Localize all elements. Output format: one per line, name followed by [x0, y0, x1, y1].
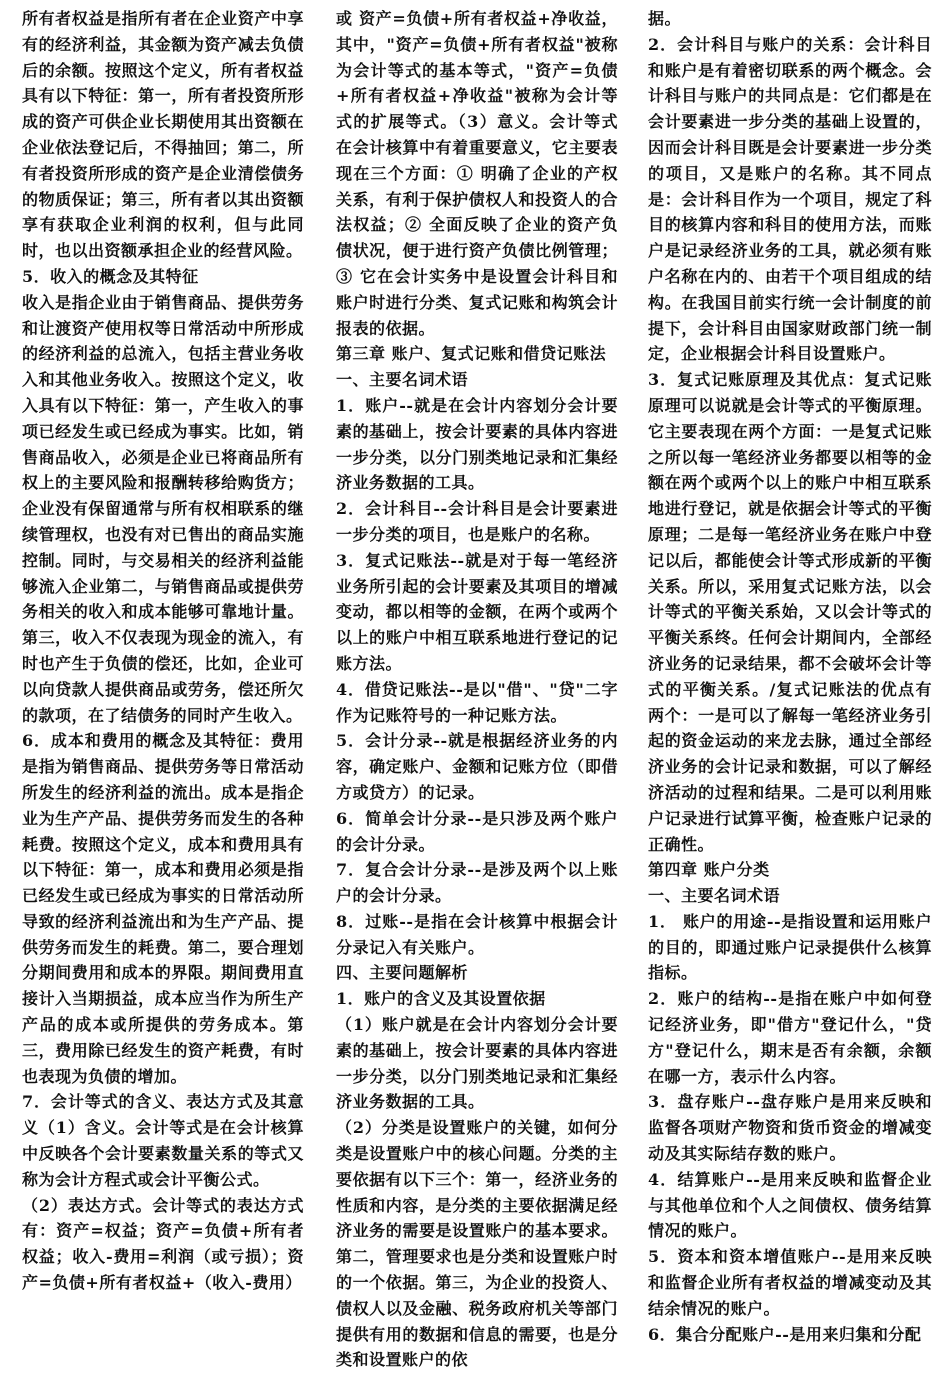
- paragraph: （1）账户就是在会计内容划分会计要素的基础上，按会计要素的具体内容进一步分类，以分门别类地记录和汇集经济业务数据的工具。: [336, 1015, 618, 1112]
- paragraph: 7．复合会计分录--是涉及两个以上账户的会计分录。: [336, 860, 618, 906]
- paragraph: 4．借贷记账法--是以"借"、"贷"二字作为记账符号的一种记账方法。: [336, 679, 618, 725]
- paragraph: 1．账户--就是在会计内容划分会计要素的基础上，按会计要素的具体内容进一步分类，以分门别类地记录和汇集经济业务数据的工具。: [336, 395, 618, 493]
- paragraph: （2）分类是设置账户的关键，如何分类是设置账户中的核心问题。分类的主要依据有以下三个：第一，经济业务的性质和内容，是分类的主要依据满足经济业务的需要是设置账户的基本要求。第二，管理要求也是分类和设置账户时的一个依据。第三，为企业的投资人、债权人以及金融、税务政府机关等部门提供有用的数据和信息的需要，也是分类和设置账户的依: [336, 1118, 618, 1370]
- paragraph: 5．会计分录--就是根据经济业务的内容，确定账户、金额和记账方位（即借方或贷方）的记录。: [336, 731, 618, 802]
- paragraph: 3．复式记账原理及其优点：复式记账原理可以说就是会计等式的平衡原理。它主要表现在两个方面：一是复式记账之所以每一笔经济业务都要以相等的金额在两个或两个以上的账户中相互联系地进行登记，就是依据会计等式的平衡原理；二是每一笔经济业务在账户中登记以后，都能使会计等式形成新的平衡关系。所以，采用复式记账方法，以会计等式的平衡关系始，又以会计等式的平衡关系终。任何会计期间内，全部经济业务的记录结果，都不会破坏会计等式的平衡关系。/复式记账法的优点有两个：一是可以了解每一笔经济业务引起的资金运动的来龙去脉，通过全部经济业务的会计记录和数据，可以了解经济活动的过程和结果。二是可以利用账户记录进行试算平衡，检查账户记录的正确性。: [648, 370, 932, 854]
- section-heading: 四、主要问题解析: [336, 963, 469, 983]
- section-heading: 5．收入的概念及其特征: [22, 266, 199, 286]
- paragraph: 2．会计科目与账户的关系：会计科目和账户是有着密切联系的两个概念。会计科目与账户的共同点是：它们都是在会计要素进一步分类的基础上设置的，因而会计科目既是会计要素进一步分类的项目，又是账户的名称。其不同点是：会计科目作为一个项目，规定了科目的核算内容和科目的使用方法，而账户是记录经济业务的工具，就必须有账户名称在内的、由若干个项目组成的结构。在我国目前实行统一会计制度的前提下，会计科目由国家财政部门统一制定，企业根据会计科目设置账户。: [648, 34, 932, 364]
- paragraph: 2．账户的结构--是指在账户中如何登记经济业务，即"借方"登记什么，"贷方"登记什么，期末是否有余额，余额在哪一方，表示什么内容。: [648, 989, 932, 1086]
- paragraph: 收入是指企业由于销售商品、提供劳务和让渡资产使用权等日常活动中所形成的经济利益的总流入，包括主营业务收入和其他业务收入。按照这个定义，收入具有以下特征：第一，产生收入的事项已经发生或已经成为事实。比如，销售商品收入，必须是企业已将商品所有权上的主要风险和报酬转移给购货方；企业没有保留通常与所有权相联系的继续管理权，也没有对已售出的商品实施控制。同时，与交易相关的经济利益能够流入企业第二，与销售商品或提供劳务相关的收入和成本能够可靠地计量。第三，收入不仅表现为现金的流入，有时也产生于负债的偿还，比如，企业可以向贷款人提供商品或劳务，偿还所欠的款项，在了结债务的同时产生收入。: [22, 292, 304, 725]
- text-column-middle: [336, 6, 618, 1373]
- paragraph: 7．会计等式的含义、表达方式及其意义（1）含义。会计等式是在会计核算中反映各个会计要素数量关系的等式又称为会计方程式或会计平衡公式。: [22, 1092, 304, 1189]
- paragraph: 8．过账--是指在会计核算中根据会计分录记入有关账户。: [336, 911, 618, 957]
- section-heading: 一、主要名词术语: [336, 370, 469, 390]
- paragraph: 或 资产=负债+所有者权益+净收益，其中，"资产=负债+所有者权益"被称为会计等式的基本等式，"资产=负债+所有者权益+净收益"被称为会计等式的扩展等式。（3）意义。会计等式在会计核算中有着重要意义，它主要表现在三个方面：① 明确了企业的产权关系，有利于保护债权人和投资人的合法权益；② 全面反映了企业的资产负债状况，便于进行资产负债比例管理；③ 它在会计实务中是设置会计科目和账户时进行分类、复式记账和构筑会计报表的依据。: [336, 9, 618, 338]
- paragraph: 据。: [648, 9, 682, 28]
- chapter-heading: 第三章 账户、复式记账和借贷记账法: [336, 344, 607, 364]
- paragraph: 所有者权益是指所有者在企业资产中享有的经济利益，其金额为资产减去负债后的余额。按照这个定义，所有者权益具有以下特征：第一，所有者投资所形成的资产可供企业长期使用其出资额在企业依法登记后，不得抽回；第二，所有者投资所形成的资产是企业清偿债务的物质保证；第三，所有者以其出资额享有获取企业利润的权利，但与此同时，也以出资额承担企业的经营风险。: [22, 9, 304, 261]
- text-column-left: [22, 6, 304, 1296]
- section-heading: 一、主要名词术语: [648, 886, 781, 906]
- paragraph: 6．集合分配账户--是用来归集和分配: [648, 1324, 922, 1344]
- paragraph: 2．会计科目--会计科目是会计要素进一步分类的项目，也是账户的名称。: [336, 499, 618, 544]
- chapter-heading: 第四章 账户分类: [648, 860, 770, 880]
- paragraph: 4．结算账户--是用来反映和监督企业与其他单位和个人之间债权、债务结算情况的账户。: [648, 1169, 932, 1241]
- paragraph: 1． 账户的用途--是指设置和运用账户的目的，即通过账户记录提供什么核算指标。: [648, 911, 932, 983]
- text-column-right: [648, 6, 932, 1347]
- paragraph: 3．盘存账户--盘存账户是用来反映和监督各项财产物资和货币资金的增减变动及其实际结存数的账户。: [648, 1092, 932, 1164]
- paragraph: （2）表达方式。会计等式的表达方式有：资产=权益；资产=负债+所有者权益；收入-费用=利润（或亏损）；资产=负债+所有者权益+（收入-费用）: [22, 1195, 304, 1293]
- paragraph: 5．资本和资本增值账户--是用来反映和监督企业所有者权益的增减变动及其结余情况的账户。: [648, 1247, 932, 1318]
- paragraph: 6．简单会计分录--是只涉及两个账户的会计分录。: [336, 808, 618, 854]
- paragraph: 6．成本和费用的概念及其特征：费用是指为销售商品、提供劳务等日常活动所发生的经济利益的流出。成本是指企业为生产产品、提供劳务而发生的各种耗费。按照这个定义，成本和费用具有以下特征：第一，成本和费用必须是指已经发生或已经成为事实的日常活动所导致的经济利益流出和为生产产品、提供劳务而发生的耗费。第二，要合理划分期间费用和成本的界限。期间费用直接计入当期损益，成本应当作为所生产产品的成本或所提供的劳务成本。第三，费用除已经发生的资产耗费，有时也表现为负债的增加。: [22, 731, 304, 1086]
- paragraph: 3．复式记账法--就是对于每一笔经济业务所引起的会计要素及其项目的增减变动，都以相等的金额，在两个或两个以上的账户中相互联系地进行登记的记账方法。: [336, 550, 618, 673]
- subsection-heading: 1．账户的含义及其设置依据: [336, 989, 546, 1009]
